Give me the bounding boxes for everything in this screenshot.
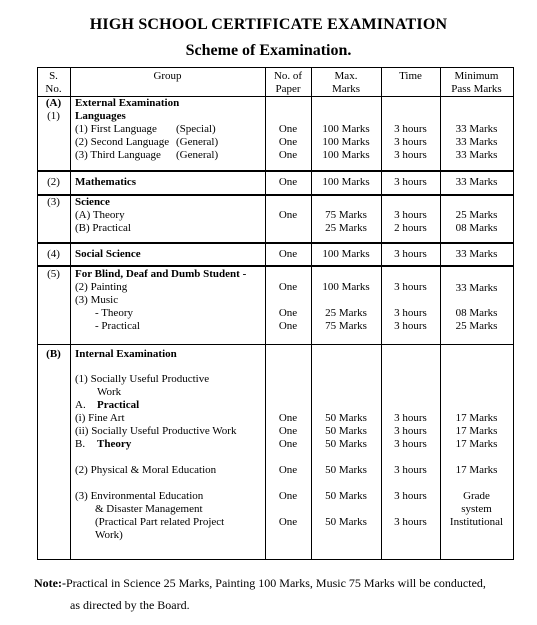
section-a-title: External Examination	[75, 97, 180, 109]
subject-name-cont: Work)	[95, 529, 123, 541]
note-text: Practical in Science 25 Marks, Painting 100 Marks, Music 75 Marks will be conducted,	[65, 576, 486, 590]
header-pass-line2: Pass Marks	[451, 83, 502, 95]
header-max-line1: Max.	[334, 70, 358, 82]
pass-marks-cell: 17 Marks	[455, 412, 498, 424]
table-border-right	[513, 67, 514, 560]
subject-name: (A) Theory	[75, 209, 125, 221]
row-heading: Science	[75, 196, 110, 208]
header-pass-line1: Minimum	[454, 70, 499, 82]
row-sno: (2)	[47, 176, 60, 188]
papers-cell: One	[278, 438, 298, 450]
row-heading: Mathematics	[75, 176, 137, 188]
pass-marks-cell: Institutional	[449, 516, 504, 528]
subject-name: (3) Third Language	[75, 149, 161, 161]
max-marks-cell: 100 Marks	[322, 176, 370, 188]
pass-marks-cell: 33 Marks	[455, 123, 498, 135]
page-subtitle: Scheme of Examination.	[185, 42, 352, 59]
subject-name: (3) Environmental Education	[75, 490, 204, 502]
pass-marks-cell: 33 Marks	[455, 149, 498, 161]
pass-marks-cell: 33 Marks	[455, 136, 498, 148]
time-cell: 3 hours	[394, 209, 427, 221]
pass-marks-cell: 17 Marks	[455, 425, 498, 437]
max-marks-cell: 50 Marks	[325, 412, 367, 424]
subject-name: (B) Practical	[75, 222, 131, 234]
table-border-bottom	[37, 559, 513, 560]
subject-name-cont: Work	[97, 386, 122, 398]
row-divider	[37, 344, 513, 345]
subject-name: - Theory	[95, 307, 133, 319]
max-marks-cell: 100 Marks	[322, 248, 370, 260]
papers-cell: One	[278, 176, 298, 188]
footnote-cont: as directed by the Board.	[70, 598, 190, 612]
max-marks-cell: 50 Marks	[325, 425, 367, 437]
footnote	[34, 575, 486, 591]
papers-cell: One	[278, 248, 298, 260]
pass-marks-cell: 17 Marks	[455, 464, 498, 476]
row-divider	[37, 265, 513, 267]
section-b-label: (B)	[46, 348, 61, 360]
subject-name: (3) Music	[75, 294, 119, 306]
subject-name: (2) Painting	[75, 281, 128, 293]
row-heading: Social Science	[75, 248, 141, 260]
header-sno-line1: S.	[49, 70, 58, 82]
time-cell: 3 hours	[394, 176, 427, 188]
max-marks-cell: 25 Marks	[325, 307, 367, 319]
papers-cell: One	[278, 320, 298, 332]
papers-cell: One	[278, 307, 298, 319]
max-marks-cell: 100 Marks	[322, 281, 370, 293]
time-cell: 3 hours	[394, 490, 427, 502]
subject-type: (General)	[176, 149, 219, 161]
header-papers-line1: No. of	[273, 70, 303, 82]
subject-name: (i) Fine Art	[75, 412, 125, 424]
theory-label: B.	[75, 438, 86, 450]
papers-cell: One	[278, 516, 298, 528]
subject-name: (2) Second Language	[75, 136, 170, 148]
subject-name-cont: (Practical Part related Project	[95, 516, 225, 528]
pass-marks-cell: 25 Marks	[455, 320, 498, 332]
max-marks-cell: 25 Marks	[325, 222, 367, 234]
papers-cell: One	[278, 425, 298, 437]
header-time: Time	[399, 70, 422, 82]
subject-name-cont: & Disaster Management	[95, 503, 203, 515]
papers-cell: One	[278, 281, 298, 293]
time-cell: 2 hours	[394, 222, 427, 234]
subject-name: (2) Physical & Moral Education	[75, 464, 217, 476]
row-sno: (5)	[47, 268, 60, 280]
pass-marks-cell: 25 Marks	[455, 209, 498, 221]
time-cell: 3 hours	[394, 425, 427, 437]
pass-marks-cell: 17 Marks	[455, 438, 498, 450]
max-marks-cell: 100 Marks	[322, 123, 370, 135]
time-cell: 3 hours	[394, 281, 427, 293]
time-cell: 3 hours	[394, 307, 427, 319]
subject-name: (1) First Language	[75, 123, 157, 135]
papers-cell: One	[278, 149, 298, 161]
header-max-line2: Marks	[331, 83, 361, 95]
row-sno: (4)	[47, 248, 60, 260]
papers-cell: One	[278, 490, 298, 502]
papers-cell: One	[278, 209, 298, 221]
time-cell: 3 hours	[394, 123, 427, 135]
header-papers-line2: Paper	[275, 83, 301, 95]
papers-cell: One	[278, 412, 298, 424]
papers-cell: One	[278, 123, 298, 135]
page-title: HIGH SCHOOL CERTIFICATE EXAMINATION	[89, 16, 448, 33]
pass-marks-cell: 08 Marks	[455, 307, 498, 319]
row-divider	[37, 242, 513, 244]
time-cell: 3 hours	[394, 438, 427, 450]
time-cell: 3 hours	[394, 516, 427, 528]
max-marks-cell: 100 Marks	[322, 149, 370, 161]
time-cell: 3 hours	[394, 412, 427, 424]
max-marks-cell: 50 Marks	[325, 438, 367, 450]
max-marks-cell: 75 Marks	[325, 209, 367, 221]
subject-name: (ii) Socially Useful Productive Work	[75, 425, 237, 437]
theory-heading: Theory	[97, 438, 132, 450]
row-sno: (3)	[47, 196, 60, 208]
section-b-title: Internal Examination	[75, 348, 177, 360]
pass-marks-cell: 33 Marks	[455, 176, 498, 188]
subject-type: (Special)	[176, 123, 216, 135]
row-divider	[37, 170, 513, 172]
section-a-label: (A)	[45, 97, 62, 109]
max-marks-cell: 50 Marks	[325, 490, 367, 502]
time-cell: 3 hours	[394, 248, 427, 260]
column-divider	[70, 67, 71, 560]
time-cell: 3 hours	[394, 149, 427, 161]
note-label: Note:-	[34, 576, 66, 590]
pass-marks-cell: system	[461, 503, 492, 515]
max-marks-cell: 50 Marks	[325, 464, 367, 476]
row-heading: Languages	[75, 110, 126, 122]
max-marks-cell: 50 Marks	[325, 516, 367, 528]
time-cell: 3 hours	[394, 136, 427, 148]
table-border-left	[37, 67, 38, 560]
practical-label: A.	[75, 399, 86, 411]
subject-type: (General)	[176, 136, 219, 148]
pass-marks-cell: 33 Marks	[455, 248, 498, 260]
max-marks-cell: 100 Marks	[322, 136, 370, 148]
pass-marks-cell: 08 Marks	[455, 222, 498, 234]
papers-cell: One	[278, 136, 298, 148]
header-group: Group	[153, 70, 182, 82]
time-cell: 3 hours	[394, 464, 427, 476]
papers-cell: One	[278, 464, 298, 476]
row-sno: (1)	[47, 110, 60, 122]
pass-marks-cell: 33 Marks	[455, 282, 498, 294]
subject-name: (1) Socially Useful Productive	[75, 373, 210, 385]
max-marks-cell: 75 Marks	[325, 320, 367, 332]
practical-heading: Practical	[97, 399, 140, 411]
time-cell: 3 hours	[394, 320, 427, 332]
row-heading: For Blind, Deaf and Dumb Student -	[75, 268, 247, 280]
table-border-top	[37, 67, 513, 68]
subject-name: - Practical	[95, 320, 140, 332]
header-sno-line2: No.	[45, 83, 62, 95]
pass-marks-cell: Grade	[463, 490, 490, 502]
